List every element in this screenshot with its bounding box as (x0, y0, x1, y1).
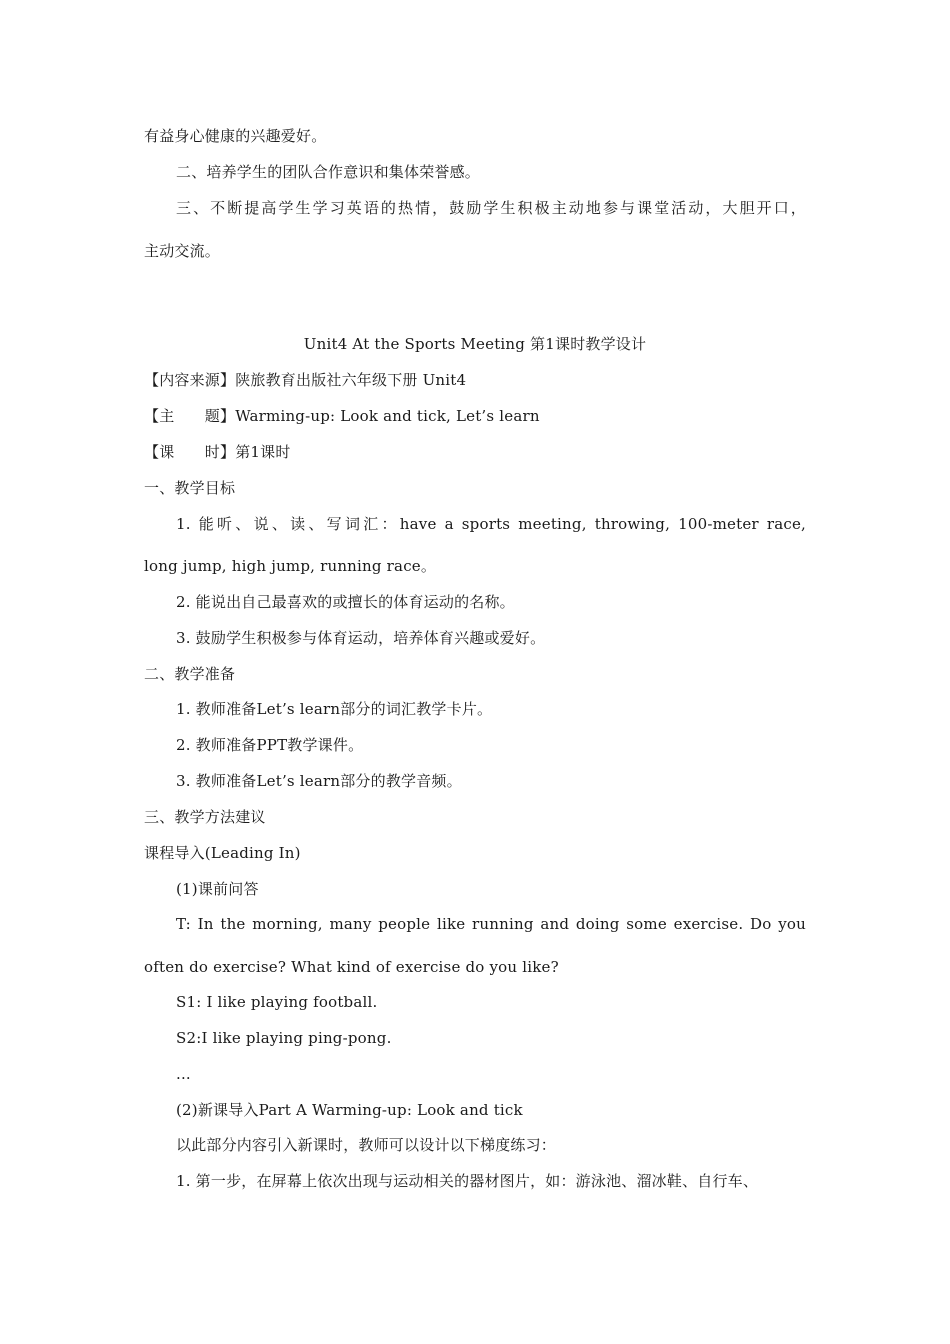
lesson-title: Unit4 At the Sports Meeting 第1课时教学设计 (303, 335, 647, 353)
lesson-period: 【课 时】第1课时 (144, 443, 291, 461)
section2-item3: 3. 教师准备Let’s learn部分的教学音频。 (176, 772, 462, 790)
intro-line-2: 二、培养学生的团队合作意识和集体荣誉感。 (176, 163, 481, 181)
description-line: 以此部分内容引入新课时，教师可以设计以下梯度练习： (176, 1136, 557, 1154)
subsection-2: (2)新课导入Part A Warming-up: Look and tick (176, 1101, 523, 1119)
subsection-1: (1)课前问答 (176, 880, 259, 898)
teacher-line-a: T: In the morning, many people like running and doing some exercise. Do you (176, 915, 806, 933)
section1-item2: 2. 能说出自己最喜欢的或擅长的体育运动的名称。 (176, 593, 515, 611)
intro-line-3b: 主动交流。 (144, 242, 221, 260)
section3-heading: 三、教学方法建议 (144, 808, 266, 826)
section1-heading: 一、教学目标 (144, 479, 236, 497)
teacher-line-b: often do exercise? What kind of exercise do you like? (144, 958, 559, 976)
lesson-source: 【内容来源】陕旅教育出版社六年级下册 Unit4 (144, 371, 467, 389)
section2-heading: 二、教学准备 (144, 665, 236, 683)
intro-line-3a: 三、不断提高学生学习英语的热情，鼓励学生积极主动地参与课堂活动，大胆开口， (176, 199, 806, 217)
section2-item1: 1. 教师准备Let’s learn部分的词汇教学卡片。 (176, 700, 493, 718)
section1-item1b: long jump, high jump, running race。 (144, 557, 437, 575)
lesson-topic: 【主 题】Warming-up: Look and tick, Let’s learn (144, 407, 540, 425)
section1-item3: 3. 鼓励学生积极参与体育运动，培养体育兴趣或爱好。 (176, 629, 546, 647)
section1-item1a: 1. 能听、说、读、写词汇：have a sports meeting, throwing, 100-meter race, (176, 515, 806, 533)
ellipsis-line: ... (176, 1065, 191, 1083)
step1-line: 1. 第一步，在屏幕上依次出现与运动相关的器材图片，如：游泳池、溜冰鞋、自行车、 (176, 1172, 759, 1190)
leading-in-heading: 课程导入(Leading In) (144, 844, 301, 862)
student2-line: S2:I like playing ping-pong. (176, 1029, 392, 1047)
student1-line: S1: I like playing football. (176, 993, 378, 1011)
section2-item2: 2. 教师准备PPT教学课件。 (176, 736, 364, 754)
intro-line-1: 有益身心健康的兴趣爱好。 (144, 127, 327, 145)
